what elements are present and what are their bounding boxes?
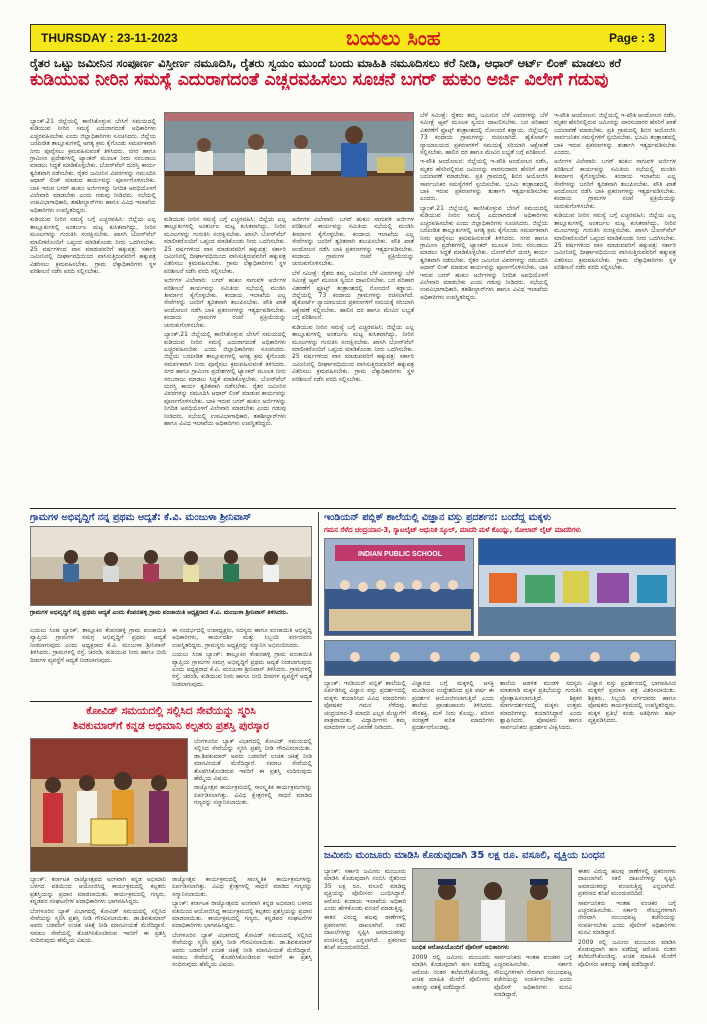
story3-column-3: ರಾಜ್ಯೋತ್ಸವ ಕಾರ್ಯಕ್ರಮದಲ್ಲಿ ಸಾಂಸ್ಕೃತಿಕ ಕಾರ್ಯಕ್ರಮಗಳನ್ನು ಏರ್ಪಡಿಸಲಾಗಿತ್ತು. ವಿವಿಧ ಕ್ಷೇತ್ರಗಳಲ್ಲಿ ಸಾಧನೆ ಮಾಡಿದ ಗಣ್ಯರನ್ನು ಸನ್ಮಾನಿಸಲಾಯಿತು. ಬ್ಯಾಂಕ್: ಕರ್ನಾಟಕ ರಾಜ್ಯೋತ್ಸವದ ಅಂಗವಾಗಿ ಕನ್ನಡ ಅಭಿಮಾನಿ ಬಳಗದ ವತಿಯಿಂದ ಆಯೋಜಿಸಿದ್ದ ಕಾರ್ಯಕ್ರಮದಲ್ಲಿ ಕಲ್ಪತರು ಪ್ರಶಸ್ತಿಯನ್ನು ಪ್ರದಾನ ಮಾಡಲಾಯಿತು. ಕಾರ್ಯಕ್ರಮದಲ್ಲಿ ಗಣ್ಯರು, ಕನ್ನಡಪರ ಸಂಘಟನೆಗಳ ಪದಾಧಿಕಾರಿಗಳು ಭಾಗವಹಿಸಿದ್ದರು. ಬೆಂಗಳೂರಿನ ಬ್ಯಾಕ್ ವಿಭಾಗದಲ್ಲಿ ಕೋವಿಡ್ ಸಮಯದಲ್ಲಿ ಸಲ್ಲಿಸಿದ ಸೇವೆಯನ್ನು ಸ್ಮರಿಸಿ ಪ್ರಶಸ್ತಿ ನೀಡಿ ಗೌರವಿಸಲಾಯಿತು. ಡಾ.ಶಿವಕುಮಾರ್ ಅವರು ಬಡವರಿಗೆ ಉಚಿತ ಚಿಕಿತ್ಸೆ ನೀಡಿ ಮಾನವೀಯತೆ ಮೆರೆದಿದ್ದಾರೆ. ಸಮಾಜ ಸೇವೆಯಲ್ಲಿ ತೊಡಗಿಸಿಕೊಂಡಿರುವ ಇವರಿಗೆ ಈ ಪ್ರಶಸ್ತಿ ಸಂದಿರುವುದು ಹೆಮ್ಮೆಯ ವಿಷಯ. [172, 876, 312, 969]
story1-column-4: ಬೆಳೆ ಸಮೀಕ್ಷೆ: ರೈತರು ತಮ್ಮ ಜಮೀನಿನ ಬೆಳೆ ವಿವರಗಳನ್ನು ಬೆಳೆ ಸಮೀಕ್ಷೆ ಆ್ಯಪ್ ಮೂಲಕ ಸ್ವಯಂ ದಾಖಲಿಸಬೇಕು. ಬರ ಪರಿಹಾರ ವಿತರಣೆಗೆ ಫ್ರೂಟ್ಸ್ ತಂತ್ರಾಂಶದಲ್ಲಿ ನೋಂದಣಿ ಕಡ್ಡಾಯ. ಜಿಲ್ಲೆಯಲ್ಲಿ 73 ಕಂದಾಯ ಗ್ರಾಮಗಳನ್ನು ರಚಿಸಲಾಗಿದೆ. ಹೈಕೋರ್ಟ್ ನ್ಯಾಯಾಲಯದ ಪ್ರಕರಣಗಳಿಗೆ ಸಮಯಕ್ಕೆ ಸರಿಯಾಗಿ ಆಕ್ಷೇಪಣೆ ಸಲ್ಲಿಸಬೇಕು. ಹಾಲಿನ ದರ ಹಾಗೂ ಮೇವಿನ ಲಭ್ಯತೆ ಬಗ್ಗೆ ಪರಿಶೀಲನೆ. ಇ-ಪೌತಿ ಆಂದೋಲನ: ಜಿಲ್ಲೆಯಲ್ಲಿ ಇ-ಪೌತಿ ಆಂದೋಲನ ನಡೆಸಿ, ಮೃತರ ಹೆಸರಿನಲ್ಲಿರುವ ಜಮೀನನ್ನು ವಾರಸುದಾರರ ಹೆಸರಿಗೆ ಖಾತೆ ಬದಲಾವಣೆ ಮಾಡಬೇಕು. ಪ್ರತಿ ಗ್ರಾಮದಲ್ಲಿ ಶಿಬಿರ ಆಯೋಜಿಸಿ ಸಾರ್ವಜನಿಕರ ಸಮಸ್ಯೆಗಳಿಗೆ ಸ್ಪಂದಿಸಬೇಕು. ಭೂಮಿ ತಂತ್ರಾಂಶದಲ್ಲಿ ಬಾಕಿ ಇರುವ ಪ್ರಕರಣಗಳನ್ನು ತುರ್ತಾಗಿ ಇತ್ಯರ್ಥಪಡಿಸಬೇಕು ಎಂದರು. ಬ್ಯಾಂಕ್.21 ಜಿಲ್ಲೆಯಲ್ಲಿ ಕಾಣಿಸಿಕೊಳ್ಳುವ ಬೇಸಿಗೆ ಸಮಯದಲ್ಲಿ ಕುಡಿಯುವ ನೀರಿನ ಸಮಸ್ಯೆ ಎದುರಾಗದಂತೆ ಅಧಿಕಾರಿಗಳು ಎಚ್ಚರವಹಿಸಬೇಕು ಎಂದು ಜಿಲ್ಲಾಧಿಕಾರಿಗಳು ಸೂಚಿಸಿದರು. ಜಿಲ್ಲೆಯ ಬರಪೀಡಿತ ತಾಲ್ಲೂಕುಗಳಲ್ಲಿ ಅಗತ್ಯ ಕ್ರಮ ಕೈಗೊಂಡು ಸಮರ್ಪಕವಾಗಿ ನೀರು ಪೂರೈಸಲು ಕ್ರಮವಹಿಸುವಂತೆ ತಿಳಿಸಿದರು. ನಗರ ಹಾಗೂ ಗ್ರಾಮೀಣ ಪ್ರದೇಶಗಳಲ್ಲಿ ಟ್ಯಾಂಕರ್ ಮೂಲಕ ನೀರು ಸರಬರಾಜು ಮಾಡಲು ಸಿದ್ಧತೆ ಮಾಡಿಕೊಳ್ಳಬೇಕು. ಬೋರ್‌ವೆಲ್ ದುರಸ್ತಿ ಕಾರ್ಯ ತ್ವರಿತವಾಗಿ ನಡೆಸಬೇಕು. ರೈತರ ಜಮೀನಿನ ವಿವರಗಳನ್ನು ನಮೂದಿಸಿ ಆಧಾರ್ ಲಿಂಕ್ ಮಾಡುವ ಕಾರ್ಯವನ್ನು ಪೂರ್ಣಗೊಳಿಸಬೇಕು. ಬಾಕಿ ಇರುವ ಬಗರ್ ಹುಕುಂ ಅರ್ಜಿಗಳನ್ನು ನಿಗದಿತ ಅವಧಿಯೊಳಗೆ ವಿಲೇವಾರಿ ಮಾಡಬೇಕು ಎಂದು ಗಡುವು ನೀಡಿದರು. ಸಭೆಯಲ್ಲಿ ಉಪವಿಭಾಗಾಧಿಕಾರಿ, ತಹಶೀಲ್ದಾರ್‌ಗಳು ಹಾಗೂ ವಿವಿಧ ಇಲಾಖೆಯ ಅಧಿಕಾರಿಗಳು ಉಪಸ್ಥಿತರಿದ್ದರು. [420, 112, 548, 301]
school-banner-text: INDIAN PUBLIC SCHOOL [358, 551, 442, 558]
story1-column-3: ಅರ್ಜಿಗಳ ವಿಲೇವಾರಿ: ಬಗರ್ ಹುಕುಂ ಸಾಗುವಳಿ ಅರ್ಜಿಗಳ ಪರಿಶೀಲನೆ ಕಾರ್ಯವನ್ನು ಸಮಿತಿಯ ಸಭೆಯಲ್ಲಿ ಮಂಡಿಸಿ ತೀರ್ಮಾನ ಕೈಗೊಳ್ಳಬೇಕು. ಕಂದಾಯ ಇಲಾಖೆಯ ಎಲ್ಲ ಸೇವೆಗಳನ್ನು ಜನರಿಗೆ ತ್ವರಿತವಾಗಿ ತಲುಪಿಸಬೇಕು. ಪೌತಿ ಖಾತೆ ಆಂದೋಲನ ನಡೆಸಿ ಬಾಕಿ ಪ್ರಕರಣಗಳನ್ನು ಇತ್ಯರ್ಥಪಡಿಸಬೇಕು. ಕಂದಾಯ ಗ್ರಾಮಗಳ ರಚನೆ ಪ್ರಕ್ರಿಯೆಯನ್ನು ಚುರುಕುಗೊಳಿಸಬೇಕು. ಬೆಳೆ ಸಮೀಕ್ಷೆ: ರೈತರು ತಮ್ಮ ಜಮೀನಿನ ಬೆಳೆ ವಿವರಗಳನ್ನು ಬೆಳೆ ಸಮೀಕ್ಷೆ ಆ್ಯಪ್ ಮೂಲಕ ಸ್ವಯಂ ದಾಖಲಿಸಬೇಕು. ಬರ ಪರಿಹಾರ ವಿತರಣೆಗೆ ಫ್ರೂಟ್ಸ್ ತಂತ್ರಾಂಶದಲ್ಲಿ ನೋಂದಣಿ ಕಡ್ಡಾಯ. ಜಿಲ್ಲೆಯಲ್ಲಿ 73 ಕಂದಾಯ ಗ್ರಾಮಗಳನ್ನು ರಚಿಸಲಾಗಿದೆ. ಹೈಕೋರ್ಟ್ ನ್ಯಾಯಾಲಯದ ಪ್ರಕರಣಗಳಿಗೆ ಸಮಯಕ್ಕೆ ಸರಿಯಾಗಿ ಆಕ್ಷೇಪಣೆ ಸಲ್ಲಿಸಬೇಕು. ಹಾಲಿನ ದರ ಹಾಗೂ ಮೇವಿನ ಲಭ್ಯತೆ ಬಗ್ಗೆ ಪರಿಶೀಲನೆ. ಕುಡಿಯುವ ನೀರಿನ ಸಮಸ್ಯೆ ಬಗ್ಗೆ ಎಚ್ಚರವಹಿಸಿ: ಜಿಲ್ಲೆಯ ಎಲ್ಲ ತಾಲ್ಲೂಕುಗಳಲ್ಲಿ ಅಂತರ್ಜಲ ಮಟ್ಟ ಕುಸಿತವಾಗಿದ್ದು, ನೀರಿನ ಮೂಲಗಳನ್ನು ಗುರುತಿಸಿ ಸಂರಕ್ಷಿಸಬೇಕು. ಖಾಸಗಿ ಬೋರ್‌ವೆಲ್ ಮಾಲೀಕರೊಂದಿಗೆ ಒಪ್ಪಂದ ಮಾಡಿಕೊಂಡು ನೀರು ಒದಗಿಸಬೇಕು. 25 ವರ್ಷಗಳಿಂದ ವಾಸ ಮಾಡುವವರಿಗೆ ಹಕ್ಕುಪತ್ರ: ಸರ್ಕಾರಿ ಜಮೀನಿನಲ್ಲಿ ದೀರ್ಘಾವಧಿಯಿಂದ ವಾಸಿಸುತ್ತಿರುವವರಿಗೆ ಹಕ್ಕುಪತ್ರ ವಿತರಿಸಲು ಕ್ರಮವಹಿಸಬೇಕು. ಗ್ರಾಮ ಲೆಕ್ಕಾಧಿಕಾರಿಗಳು ಸ್ಥಳ ಪರಿಶೀಲನೆ ನಡೆಸಿ ವರದಿ ಸಲ್ಲಿಸಬೇಕು. [292, 216, 414, 383]
section-divider [30, 508, 676, 509]
story1-column-5: ಇ-ಪೌತಿ ಆಂದೋಲನ: ಜಿಲ್ಲೆಯಲ್ಲಿ ಇ-ಪೌತಿ ಆಂದೋಲನ ನಡೆಸಿ, ಮೃತರ ಹೆಸರಿನಲ್ಲಿರುವ ಜಮೀನನ್ನು ವಾರಸುದಾರರ ಹೆಸರಿಗೆ ಖಾತೆ ಬದಲಾವಣೆ ಮಾಡಬೇಕು. ಪ್ರತಿ ಗ್ರಾಮದಲ್ಲಿ ಶಿಬಿರ ಆಯೋಜಿಸಿ ಸಾರ್ವಜನಿಕರ ಸಮಸ್ಯೆಗಳಿಗೆ ಸ್ಪಂದಿಸಬೇಕು. ಭೂಮಿ ತಂತ್ರಾಂಶದಲ್ಲಿ ಬಾಕಿ ಇರುವ ಪ್ರಕರಣಗಳನ್ನು ತುರ್ತಾಗಿ ಇತ್ಯರ್ಥಪಡಿಸಬೇಕು ಎಂದರು. ಅರ್ಜಿಗಳ ವಿಲೇವಾರಿ: ಬಗರ್ ಹುಕುಂ ಸಾಗುವಳಿ ಅರ್ಜಿಗಳ ಪರಿಶೀಲನೆ ಕಾರ್ಯವನ್ನು ಸಮಿತಿಯ ಸಭೆಯಲ್ಲಿ ಮಂಡಿಸಿ ತೀರ್ಮಾನ ಕೈಗೊಳ್ಳಬೇಕು. ಕಂದಾಯ ಇಲಾಖೆಯ ಎಲ್ಲ ಸೇವೆಗಳನ್ನು ಜನರಿಗೆ ತ್ವರಿತವಾಗಿ ತಲುಪಿಸಬೇಕು. ಪೌತಿ ಖಾತೆ ಆಂದೋಲನ ನಡೆಸಿ ಬಾಕಿ ಪ್ರಕರಣಗಳನ್ನು ಇತ್ಯರ್ಥಪಡಿಸಬೇಕು. ಕಂದಾಯ ಗ್ರಾಮಗಳ ರಚನೆ ಪ್ರಕ್ರಿಯೆಯನ್ನು ಚುರುಕುಗೊಳಿಸಬೇಕು. ಕುಡಿಯುವ ನೀರಿನ ಸಮಸ್ಯೆ ಬಗ್ಗೆ ಎಚ್ಚರವಹಿಸಿ: ಜಿಲ್ಲೆಯ ಎಲ್ಲ ತಾಲ್ಲೂಕುಗಳಲ್ಲಿ ಅಂತರ್ಜಲ ಮಟ್ಟ ಕುಸಿತವಾಗಿದ್ದು, ನೀರಿನ ಮೂಲಗಳನ್ನು ಗುರುತಿಸಿ ಸಂರಕ್ಷಿಸಬೇಕು. ಖಾಸಗಿ ಬೋರ್‌ವೆಲ್ ಮಾಲೀಕರೊಂದಿಗೆ ಒಪ್ಪಂದ ಮಾಡಿಕೊಂಡು ನೀರು ಒದಗಿಸಬೇಕು. 25 ವರ್ಷಗಳಿಂದ ವಾಸ ಮಾಡುವವರಿಗೆ ಹಕ್ಕುಪತ್ರ: ಸರ್ಕಾರಿ ಜಮೀನಿನಲ್ಲಿ ದೀರ್ಘಾವಧಿಯಿಂದ ವಾಸಿಸುತ್ತಿರುವವರಿಗೆ ಹಕ್ಕುಪತ್ರ ವಿತರಿಸಲು ಕ್ರಮವಹಿಸಬೇಕು. ಗ್ರಾಮ ಲೆಕ್ಕಾಧಿಕಾರಿಗಳು ಸ್ಥಳ ಪರಿಶೀಲನೆ ನಡೆಸಿ ವರದಿ ಸಲ್ಲಿಸಬೇಕು. [554, 112, 676, 272]
story4-column-1: ಬ್ಯಾಂಕ್: ಇಂಡಿಯನ್ ಪಬ್ಲಿಕ್ ಶಾಲೆಯಲ್ಲಿ ಏರ್ಪಡಿಸಿದ್ದ ವಿಜ್ಞಾನ ವಸ್ತು ಪ್ರದರ್ಶನದಲ್ಲಿ ಮಕ್ಕಳು ತಯಾರಿಸಿದ ವಿವಿಧ ಮಾದರಿಗಳು ಪೋಷಕರ ಗಮನ ಸೆಳೆದವು. ಚಂದ್ರಯಾನ-3 ಮಾದರಿ ಎಲ್ಲರ ಮೆಚ್ಚುಗೆಗೆ ಪಾತ್ರವಾಯಿತು. ವಿದ್ಯಾರ್ಥಿಗಳು ತಮ್ಮ ಮಾದರಿಗಳ ಬಗ್ಗೆ ವಿವರಣೆ ನೀಡಿದರು. [324, 680, 406, 732]
story2-caption: ಗ್ರಾಮಗಳ ಅಭಿವೃದ್ಧಿಗೆ ನನ್ನ ಪ್ರಥಮ ಆದ್ಯತೆ ಎಂದು ಕೆಂಪನಹಳ್ಳಿ ಗ್ರಾಮ ಪಂಚಾಯಿತಿ ಅಧ್ಯಕ್ಷರಾದ ಕೆ.ವಿ. ಮಂಜುಳಾ ಶ್ರೀನಿವಾಸ್ ತಿಳಿಸಿದರು. [30, 609, 289, 616]
story5-column-1: ಬ್ಯಾಂಕ್: ಸರ್ಕಾರಿ ಜಮೀನು ಮಂಜೂರು ಮಾಡಿಸಿ ಕೊಡುವುದಾಗಿ ನಂಬಿಸಿ ರೈತರಿಂದ 35 ಲಕ್ಷ ರೂ. ವಸೂಲಿ ಮಾಡಿದ್ದ ವ್ಯಕ್ತಿಯನ್ನು ಪೊಲೀಸರು ಬಂಧಿಸಿದ್ದಾರೆ. ಆರೋಪಿ ಕಂದಾಯ ಇಲಾಖೆಯ ಅಧಿಕಾರಿ ಎಂದು ಹೇಳಿಕೊಂಡು ವಂಚನೆ ಮಾಡುತ್ತಿದ್ದ. ಈತನ ವಿರುದ್ಧ ಹಲವು ಠಾಣೆಗಳಲ್ಲಿ ಪ್ರಕರಣಗಳು ದಾಖಲಾಗಿವೆ. ನಕಲಿ ದಾಖಲೆಗಳನ್ನು ಸೃಷ್ಟಿಸಿ ಅಮಾಯಕರನ್ನು ವಂಚಿಸುತ್ತಿದ್ದ ಎನ್ನಲಾಗಿದೆ. ಪ್ರಕರಣದ ತನಿಖೆ ಮುಂದುವರಿದಿದೆ. [324, 868, 406, 952]
story4-column-3: ಶಾಲೆಯ ಆಡಳಿತ ಮಂಡಳಿ ಸದಸ್ಯರು ಮಾತನಾಡಿ ಮಕ್ಕಳ ಪ್ರತಿಭೆಯನ್ನು ಗುರುತಿಸಿ ಪ್ರೋತ್ಸಾಹಿಸಲಾಗುತ್ತಿದೆ. ಶಿಕ್ಷಕರ ಮಾರ್ಗದರ್ಶನದಲ್ಲಿ ಮಕ್ಕಳು ಉತ್ತಮ ಮಾದರಿಗಳನ್ನು ತಯಾರಿಸಿದ್ದಾರೆ ಎಂದು ಶ್ಲಾಘಿಸಿದರು. ಪೋಷಕರು ಹಾಗೂ ಸಾರ್ವಜನಿಕರು ಪ್ರದರ್ಶನ ವೀಕ್ಷಿಸಿದರು. [500, 680, 582, 732]
newspaper-title: ಬಯಲು ಸಿಂಹ [346, 26, 441, 50]
story3-headline-line1: ಕೋವಿಡ್ ಸಮಯದಲ್ಲಿ ಸಲ್ಲಿಸಿದ ಸೇವೆಯನ್ನು ಸ್ಮರಿಸಿ [86, 705, 256, 717]
story1-headline: ಕುಡಿಯುವ ನೀರಿನ ಸಮಸ್ಯೆ ಎದುರಾಗದಂತೆ ಎಚ್ಚರವಹಿಸಲು ಸೂಚನೆ ಬಗರ್ ಹುಕುಂ ಅರ್ಜಿ ವಿಲೇಗೆ ಗಡುವು [30, 70, 609, 90]
story4-divider [324, 846, 676, 847]
story5-headline: ಜಮೀನು ಮಂಜೂರು ಮಾಡಿಸಿ ಕೊಡುವುದಾಗಿ 35 ಲಕ್ಷ ರೂ. ವಸೂಲಿ, ವ್ಯಕ್ತಿಯ ಬಂಧನ [324, 850, 605, 861]
story2-divider [30, 701, 312, 702]
story4-exhibit-photo [478, 538, 676, 636]
story4-headline: ಇಂಡಿಯನ್ ಪಬ್ಲಿಕ್ ಶಾಲೆಯಲ್ಲಿ ವಿಜ್ಞಾನ ವಸ್ತು ಪ್ರದರ್ಶನ: ಬಂದೆದ್ದ ಮಕ್ಕಳು [324, 512, 552, 523]
story1-kicker: ರೈತರ ಒಟ್ಟು ಜಮೀನಿನ ಸಂಪೂರ್ಣ ವಿಸ್ತೀರ್ಣ ನಮೂದಿಸಿ, ರೈತರು ಸ್ವಯಂ ಮುಂದೆ ಬಂದು ಮಾಹಿತಿ ನಮೂದಿಸಲು ಕರೆ ನೀಡಿ, ಆಧಾರ್ ಆರ್ಟ್ ಲಿಂಕ್ ಮಾಡಲು ಕರೆ [30, 56, 621, 70]
story4-school-photo [324, 538, 474, 636]
story1-column-2: ಕುಡಿಯುವ ನೀರಿನ ಸಮಸ್ಯೆ ಬಗ್ಗೆ ಎಚ್ಚರವಹಿಸಿ: ಜಿಲ್ಲೆಯ ಎಲ್ಲ ತಾಲ್ಲೂಕುಗಳಲ್ಲಿ ಅಂತರ್ಜಲ ಮಟ್ಟ ಕುಸಿತವಾಗಿದ್ದು, ನೀರಿನ ಮೂಲಗಳನ್ನು ಗುರುತಿಸಿ ಸಂರಕ್ಷಿಸಬೇಕು. ಖಾಸಗಿ ಬೋರ್‌ವೆಲ್ ಮಾಲೀಕರೊಂದಿಗೆ ಒಪ್ಪಂದ ಮಾಡಿಕೊಂಡು ನೀರು ಒದಗಿಸಬೇಕು. 25 ವರ್ಷಗಳಿಂದ ವಾಸ ಮಾಡುವವರಿಗೆ ಹಕ್ಕುಪತ್ರ: ಸರ್ಕಾರಿ ಜಮೀನಿನಲ್ಲಿ ದೀರ್ಘಾವಧಿಯಿಂದ ವಾಸಿಸುತ್ತಿರುವವರಿಗೆ ಹಕ್ಕುಪತ್ರ ವಿತರಿಸಲು ಕ್ರಮವಹಿಸಬೇಕು. ಗ್ರಾಮ ಲೆಕ್ಕಾಧಿಕಾರಿಗಳು ಸ್ಥಳ ಪರಿಶೀಲನೆ ನಡೆಸಿ ವರದಿ ಸಲ್ಲಿಸಬೇಕು. ಅರ್ಜಿಗಳ ವಿಲೇವಾರಿ: ಬಗರ್ ಹುಕುಂ ಸಾಗುವಳಿ ಅರ್ಜಿಗಳ ಪರಿಶೀಲನೆ ಕಾರ್ಯವನ್ನು ಸಮಿತಿಯ ಸಭೆಯಲ್ಲಿ ಮಂಡಿಸಿ ತೀರ್ಮಾನ ಕೈಗೊಳ್ಳಬೇಕು. ಕಂದಾಯ ಇಲಾಖೆಯ ಎಲ್ಲ ಸೇವೆಗಳನ್ನು ಜನರಿಗೆ ತ್ವರಿತವಾಗಿ ತಲುಪಿಸಬೇಕು. ಪೌತಿ ಖಾತೆ ಆಂದೋಲನ ನಡೆಸಿ ಬಾಕಿ ಪ್ರಕರಣಗಳನ್ನು ಇತ್ಯರ್ಥಪಡಿಸಬೇಕು. ಕಂದಾಯ ಗ್ರಾಮಗಳ ರಚನೆ ಪ್ರಕ್ರಿಯೆಯನ್ನು ಚುರುಕುಗೊಳಿಸಬೇಕು. ಬ್ಯಾಂಕ್.21 ಜಿಲ್ಲೆಯಲ್ಲಿ ಕಾಣಿಸಿಕೊಳ್ಳುವ ಬೇಸಿಗೆ ಸಮಯದಲ್ಲಿ ಕುಡಿಯುವ ನೀರಿನ ಸಮಸ್ಯೆ ಎದುರಾಗದಂತೆ ಅಧಿಕಾರಿಗಳು ಎಚ್ಚರವಹಿಸಬೇಕು ಎಂದು ಜಿಲ್ಲಾಧಿಕಾರಿಗಳು ಸೂಚಿಸಿದರು. ಜಿಲ್ಲೆಯ ಬರಪೀಡಿತ ತಾಲ್ಲೂಕುಗಳಲ್ಲಿ ಅಗತ್ಯ ಕ್ರಮ ಕೈಗೊಂಡು ಸಮರ್ಪಕವಾಗಿ ನೀರು ಪೂರೈಸಲು ಕ್ರಮವಹಿಸುವಂತೆ ತಿಳಿಸಿದರು. ನಗರ ಹಾಗೂ ಗ್ರಾಮೀಣ ಪ್ರದೇಶಗಳಲ್ಲಿ ಟ್ಯಾಂಕರ್ ಮೂಲಕ ನೀರು ಸರಬರಾಜು ಮಾಡಲು ಸಿದ್ಧತೆ ಮಾಡಿಕೊಳ್ಳಬೇಕು. ಬೋರ್‌ವೆಲ್ ದುರಸ್ತಿ ಕಾರ್ಯ ತ್ವರಿತವಾಗಿ ನಡೆಸಬೇಕು. ರೈತರ ಜಮೀನಿನ ವಿವರಗಳನ್ನು ನಮೂದಿಸಿ ಆಧಾರ್ ಲಿಂಕ್ ಮಾಡುವ ಕಾರ್ಯವನ್ನು ಪೂರ್ಣಗೊಳಿಸಬೇಕು. ಬಾಕಿ ಇರುವ ಬಗರ್ ಹುಕುಂ ಅರ್ಜಿಗಳನ್ನು ನಿಗದಿತ ಅವಧಿಯೊಳಗೆ ವಿಲೇವಾರಿ ಮಾಡಬೇಕು ಎಂದು ಗಡುವು ನೀಡಿದರು. ಸಭೆಯಲ್ಲಿ ಉಪವಿಭಾಗಾಧಿಕಾರಿ, ತಹಶೀಲ್ದಾರ್‌ಗಳು ಹಾಗೂ ವಿವಿಧ ಇಲಾಖೆಯ ಅಧಿಕಾರಿಗಳು ಉಪಸ್ಥಿತರಿದ್ದರು. [164, 216, 286, 427]
story2-column-1: ಬಯಲು ಸಿಂಹ ಬ್ಯಾಂಕ್: ತಾಲ್ಲೂಕಿನ ಕೆಂಪನಹಳ್ಳಿ ಗ್ರಾಮ ಪಂಚಾಯಿತಿ ವ್ಯಾಪ್ತಿಯ ಗ್ರಾಮಗಳ ಸಮಗ್ರ ಅಭಿವೃದ್ಧಿಗೆ ಪ್ರಥಮ ಆದ್ಯತೆ ನೀಡಲಾಗುವುದು ಎಂದು ಅಧ್ಯಕ್ಷರಾದ ಕೆ.ವಿ. ಮಂಜುಳಾ ಶ್ರೀನಿವಾಸ್ ತಿಳಿಸಿದರು. ಗ್ರಾಮಗಳಲ್ಲಿ ರಸ್ತೆ, ಚರಂಡಿ, ಕುಡಿಯುವ ನೀರು ಹಾಗೂ ಬೀದಿ ದೀಪಗಳ ವ್ಯವಸ್ಥೆಗೆ ಆದ್ಯತೆ ನೀಡಲಾಗುವುದು. [30, 627, 166, 664]
story3-award-photo [30, 738, 188, 872]
story2-column-2: ಈ ಸಂದರ್ಭದಲ್ಲಿ ಉಪಾಧ್ಯಕ್ಷರು, ಸದಸ್ಯರು ಹಾಗೂ ಪಂಚಾಯಿತಿ ಅಭಿವೃದ್ಧಿ ಅಧಿಕಾರಿಗಳು, ಕಾರ್ಯದರ್ಶಿ ಮತ್ತು ಸಿಬ್ಬಂದಿ ವರ್ಗದವರು ಉಪಸ್ಥಿತರಿದ್ದರು. ಗ್ರಾಮಸ್ಥರು ಅಧ್ಯಕ್ಷರನ್ನು ಸನ್ಮಾನಿಸಿ ಅಭಿನಂದಿಸಿದರು. ಬಯಲು ಸಿಂಹ ಬ್ಯಾಂಕ್: ತಾಲ್ಲೂಕಿನ ಕೆಂಪನಹಳ್ಳಿ ಗ್ರಾಮ ಪಂಚಾಯಿತಿ ವ್ಯಾಪ್ತಿಯ ಗ್ರಾಮಗಳ ಸಮಗ್ರ ಅಭಿವೃದ್ಧಿಗೆ ಪ್ರಥಮ ಆದ್ಯತೆ ನೀಡಲಾಗುವುದು ಎಂದು ಅಧ್ಯಕ್ಷರಾದ ಕೆ.ವಿ. ಮಂಜುಳಾ ಶ್ರೀನಿವಾಸ್ ತಿಳಿಸಿದರು. ಗ್ರಾಮಗಳಲ್ಲಿ ರಸ್ತೆ, ಚರಂಡಿ, ಕುಡಿಯುವ ನೀರು ಹಾಗೂ ಬೀದಿ ದೀಪಗಳ ವ್ಯವಸ್ಥೆಗೆ ಆದ್ಯತೆ ನೀಡಲಾಗುವುದು. [172, 627, 312, 688]
story3-headline-line2: ಶಿವಕುಮಾರ್‌ಗೆ ಕನ್ನಡ ಅಭಿಮಾನಿ ಕಲ್ಪತರು ಪ್ರಶಸ್ತಿ ಪುರಸ್ಕಾರ [73, 720, 269, 732]
story4-students-photo [324, 640, 676, 676]
story5-caption: ಬಂಧಿತ ಆರೋಪಿಯೊಂದಿಗೆ ಪೊಲೀಸ್ ಅಧಿಕಾರಿಗಳು [412, 944, 510, 951]
story3-column-2: ಬ್ಯಾಂಕ್: ಕರ್ನಾಟಕ ರಾಜ್ಯೋತ್ಸವದ ಅಂಗವಾಗಿ ಕನ್ನಡ ಅಭಿಮಾನಿ ಬಳಗದ ವತಿಯಿಂದ ಆಯೋಜಿಸಿದ್ದ ಕಾರ್ಯಕ್ರಮದಲ್ಲಿ ಕಲ್ಪತರು ಪ್ರಶಸ್ತಿಯನ್ನು ಪ್ರದಾನ ಮಾಡಲಾಯಿತು. ಕಾರ್ಯಕ್ರಮದಲ್ಲಿ ಗಣ್ಯರು, ಕನ್ನಡಪರ ಸಂಘಟನೆಗಳ ಪದಾಧಿಕಾರಿಗಳು ಭಾಗವಹಿಸಿದ್ದರು. ಬೆಂಗಳೂರಿನ ಬ್ಯಾಕ್ ವಿಭಾಗದಲ್ಲಿ ಕೋವಿಡ್ ಸಮಯದಲ್ಲಿ ಸಲ್ಲಿಸಿದ ಸೇವೆಯನ್ನು ಸ್ಮರಿಸಿ ಪ್ರಶಸ್ತಿ ನೀಡಿ ಗೌರವಿಸಲಾಯಿತು. ಡಾ.ಶಿವಕುಮಾರ್ ಅವರು ಬಡವರಿಗೆ ಉಚಿತ ಚಿಕಿತ್ಸೆ ನೀಡಿ ಮಾನವೀಯತೆ ಮೆರೆದಿದ್ದಾರೆ. ಸಮಾಜ ಸೇವೆಯಲ್ಲಿ ತೊಡಗಿಸಿಕೊಂಡಿರುವ ಇವರಿಗೆ ಈ ಪ್ರಶಸ್ತಿ ಸಂದಿರುವುದು ಹೆಮ್ಮೆಯ ವಿಷಯ. [30, 876, 166, 945]
story1-meeting-photo [164, 112, 414, 212]
story4-subhead: ಗಮನ ಸೆಳೆದ ಚಂದ್ರಯಾನ-3, ಸ್ಯಾಟಲೈಟ್ ಆಧುನಿಕ ಸ್ಕೂಲ್, ಮಾದರಿ ಮಳೆ ಕೊಯ್ಲು, ಸೋಲಾರ್ ಲೈಟ್ ಮಾದರಿಗಳು [324, 526, 582, 534]
story3-column-1: ಬೆಂಗಳೂರಿನ ಬ್ಯಾಕ್ ವಿಭಾಗದಲ್ಲಿ ಕೋವಿಡ್ ಸಮಯದಲ್ಲಿ ಸಲ್ಲಿಸಿದ ಸೇವೆಯನ್ನು ಸ್ಮರಿಸಿ ಪ್ರಶಸ್ತಿ ನೀಡಿ ಗೌರವಿಸಲಾಯಿತು. ಡಾ.ಶಿವಕುಮಾರ್ ಅವರು ಬಡವರಿಗೆ ಉಚಿತ ಚಿಕಿತ್ಸೆ ನೀಡಿ ಮಾನವೀಯತೆ ಮೆರೆದಿದ್ದಾರೆ. ಸಮಾಜ ಸೇವೆಯಲ್ಲಿ ತೊಡಗಿಸಿಕೊಂಡಿರುವ ಇವರಿಗೆ ಈ ಪ್ರಶಸ್ತಿ ಸಂದಿರುವುದು ಹೆಮ್ಮೆಯ ವಿಷಯ. ರಾಜ್ಯೋತ್ಸವ ಕಾರ್ಯಕ್ರಮದಲ್ಲಿ ಸಾಂಸ್ಕೃತಿಕ ಕಾರ್ಯಕ್ರಮಗಳನ್ನು ಏರ್ಪಡಿಸಲಾಗಿತ್ತು. ವಿವಿಧ ಕ್ಷೇತ್ರಗಳಲ್ಲಿ ಸಾಧನೆ ಮಾಡಿದ ಗಣ್ಯರನ್ನು ಸನ್ಮಾನಿಸಲಾಯಿತು. [194, 738, 312, 807]
masthead-bar [30, 24, 666, 52]
story4-column-2: ವಿಜ್ಞಾನದ ಬಗ್ಗೆ ಮಕ್ಕಳಲ್ಲಿ ಆಸಕ್ತಿ ಮೂಡಿಸುವ ಉದ್ದೇಶದಿಂದ ಪ್ರತಿ ವರ್ಷ ಈ ಪ್ರದರ್ಶನ ಆಯೋಜಿಸಲಾಗುತ್ತಿದೆ ಎಂದು ಶಾಲೆಯ ಪ್ರಾಂಶುಪಾಲರು ತಿಳಿಸಿದರು. ಸೌರಶಕ್ತಿ, ಮಳೆ ನೀರು ಕೊಯ್ಲು, ಪರಿಸರ ಸಂರಕ್ಷಣೆ ಕುರಿತ ಮಾದರಿಗಳು ಪ್ರದರ್ಶನಗೊಂಡವು. [412, 680, 494, 732]
newspaper-page [10, 10, 697, 1014]
story2-photo [30, 526, 312, 606]
story1-column-1: ಬ್ಯಾಂಕ್.21 ಜಿಲ್ಲೆಯಲ್ಲಿ ಕಾಣಿಸಿಕೊಳ್ಳುವ ಬೇಸಿಗೆ ಸಮಯದಲ್ಲಿ ಕುಡಿಯುವ ನೀರಿನ ಸಮಸ್ಯೆ ಎದುರಾಗದಂತೆ ಅಧಿಕಾರಿಗಳು ಎಚ್ಚರವಹಿಸಬೇಕು ಎಂದು ಜಿಲ್ಲಾಧಿಕಾರಿಗಳು ಸೂಚಿಸಿದರು. ಜಿಲ್ಲೆಯ ಬರಪೀಡಿತ ತಾಲ್ಲೂಕುಗಳಲ್ಲಿ ಅಗತ್ಯ ಕ್ರಮ ಕೈಗೊಂಡು ಸಮರ್ಪಕವಾಗಿ ನೀರು ಪೂರೈಸಲು ಕ್ರಮವಹಿಸುವಂತೆ ತಿಳಿಸಿದರು. ನಗರ ಹಾಗೂ ಗ್ರಾಮೀಣ ಪ್ರದೇಶಗಳಲ್ಲಿ ಟ್ಯಾಂಕರ್ ಮೂಲಕ ನೀರು ಸರಬರಾಜು ಮಾಡಲು ಸಿದ್ಧತೆ ಮಾಡಿಕೊಳ್ಳಬೇಕು. ಬೋರ್‌ವೆಲ್ ದುರಸ್ತಿ ಕಾರ್ಯ ತ್ವರಿತವಾಗಿ ನಡೆಸಬೇಕು. ರೈತರ ಜಮೀನಿನ ವಿವರಗಳನ್ನು ನಮೂದಿಸಿ ಆಧಾರ್ ಲಿಂಕ್ ಮಾಡುವ ಕಾರ್ಯವನ್ನು ಪೂರ್ಣಗೊಳಿಸಬೇಕು. ಬಾಕಿ ಇರುವ ಬಗರ್ ಹುಕುಂ ಅರ್ಜಿಗಳನ್ನು ನಿಗದಿತ ಅವಧಿಯೊಳಗೆ ವಿಲೇವಾರಿ ಮಾಡಬೇಕು ಎಂದು ಗಡುವು ನೀಡಿದರು. ಸಭೆಯಲ್ಲಿ ಉಪವಿಭಾಗಾಧಿಕಾರಿ, ತಹಶೀಲ್ದಾರ್‌ಗಳು ಹಾಗೂ ವಿವಿಧ ಇಲಾಖೆಯ ಅಧಿಕಾರಿಗಳು ಉಪಸ್ಥಿತರಿದ್ದರು. ಕುಡಿಯುವ ನೀರಿನ ಸಮಸ್ಯೆ ಬಗ್ಗೆ ಎಚ್ಚರವಹಿಸಿ: ಜಿಲ್ಲೆಯ ಎಲ್ಲ ತಾಲ್ಲೂಕುಗಳಲ್ಲಿ ಅಂತರ್ಜಲ ಮಟ್ಟ ಕುಸಿತವಾಗಿದ್ದು, ನೀರಿನ ಮೂಲಗಳನ್ನು ಗುರುತಿಸಿ ಸಂರಕ್ಷಿಸಬೇಕು. ಖಾಸಗಿ ಬೋರ್‌ವೆಲ್ ಮಾಲೀಕರೊಂದಿಗೆ ಒಪ್ಪಂದ ಮಾಡಿಕೊಂಡು ನೀರು ಒದಗಿಸಬೇಕು. 25 ವರ್ಷಗಳಿಂದ ವಾಸ ಮಾಡುವವರಿಗೆ ಹಕ್ಕುಪತ್ರ: ಸರ್ಕಾರಿ ಜಮೀನಿನಲ್ಲಿ ದೀರ್ಘಾವಧಿಯಿಂದ ವಾಸಿಸುತ್ತಿರುವವರಿಗೆ ಹಕ್ಕುಪತ್ರ ವಿತರಿಸಲು ಕ್ರಮವಹಿಸಬೇಕು. ಗ್ರಾಮ ಲೆಕ್ಕಾಧಿಕಾರಿಗಳು ಸ್ಥಳ ಪರಿಶೀಲನೆ ನಡೆಸಿ ವರದಿ ಸಲ್ಲಿಸಬೇಕು. [30, 118, 156, 276]
story2-headline: ಗ್ರಾಮಗಳ ಅಭಿವೃದ್ಧಿಗೆ ನನ್ನ ಪ್ರಥಮ ಆದ್ಯತೆ: ಕೆ.ವಿ. ಮಂಜುಳಾ ಶ್ರೀನಿವಾಸ್ [30, 512, 252, 523]
story5-column-2: 2009 ರಲ್ಲಿ ಜಮೀನು ಮಂಜೂರು ಮಾಡಿಸಿ ಕೊಡುವುದಾಗಿ ಹಣ ಪಡೆದಿದ್ದ ಆರೋಪಿ ನಂತರ ತಲೆಮರೆಸಿಕೊಂಡಿದ್ದ. ಖಚಿತ ಮಾಹಿತಿ ಮೇರೆಗೆ ಪೊಲೀಸರು ಆತನನ್ನು ವಶಕ್ಕೆ ಪಡೆದಿದ್ದಾರೆ. [412, 954, 490, 991]
column-divider [318, 512, 319, 1010]
issue-date: THURSDAY : 23-11-2023 [41, 31, 178, 45]
page-number: Page : 3 [608, 31, 655, 45]
story5-arrest-photo [412, 868, 572, 942]
story5-column-4: ಈತನ ವಿರುದ್ಧ ಹಲವು ಠಾಣೆಗಳಲ್ಲಿ ಪ್ರಕರಣಗಳು ದಾಖಲಾಗಿವೆ. ನಕಲಿ ದಾಖಲೆಗಳನ್ನು ಸೃಷ್ಟಿಸಿ ಅಮಾಯಕರನ್ನು ವಂಚಿಸುತ್ತಿದ್ದ ಎನ್ನಲಾಗಿದೆ. ಪ್ರಕರಣದ ತನಿಖೆ ಮುಂದುವರಿದಿದೆ. ಸಾರ್ವಜನಿಕರು ಇಂತಹ ವಂಚಕರ ಬಗ್ಗೆ ಎಚ್ಚರವಹಿಸಬೇಕು. ಸರ್ಕಾರಿ ಸೌಲಭ್ಯಗಳಿಗಾಗಿ ನೇರವಾಗಿ ಸಂಬಂಧಪಟ್ಟ ಕಚೇರಿಯನ್ನು ಸಂಪರ್ಕಿಸಬೇಕು ಎಂದು ಪೊಲೀಸ್ ಅಧಿಕಾರಿಗಳು ಮನವಿ ಮಾಡಿದ್ದಾರೆ. 2009 ರಲ್ಲಿ ಜಮೀನು ಮಂಜೂರು ಮಾಡಿಸಿ ಕೊಡುವುದಾಗಿ ಹಣ ಪಡೆದಿದ್ದ ಆರೋಪಿ ನಂತರ ತಲೆಮರೆಸಿಕೊಂಡಿದ್ದ. ಖಚಿತ ಮಾಹಿತಿ ಮೇರೆಗೆ ಪೊಲೀಸರು ಆತನನ್ನು ವಶಕ್ಕೆ ಪಡೆದಿದ್ದಾರೆ. [578, 868, 676, 968]
story5-column-3: ಸಾರ್ವಜನಿಕರು ಇಂತಹ ವಂಚಕರ ಬಗ್ಗೆ ಎಚ್ಚರವಹಿಸಬೇಕು. ಸರ್ಕಾರಿ ಸೌಲಭ್ಯಗಳಿಗಾಗಿ ನೇರವಾಗಿ ಸಂಬಂಧಪಟ್ಟ ಕಚೇರಿಯನ್ನು ಸಂಪರ್ಕಿಸಬೇಕು ಎಂದು ಪೊಲೀಸ್ ಅಧಿಕಾರಿಗಳು ಮನವಿ ಮಾಡಿದ್ದಾರೆ. [494, 954, 572, 999]
story4-column-5: ವಿಜ್ಞಾನ ವಸ್ತು ಪ್ರದರ್ಶನದಲ್ಲಿ ಭಾಗವಹಿಸಿದ ಮಕ್ಕಳಿಗೆ ಪ್ರಮಾಣ ಪತ್ರ ವಿತರಿಸಲಾಯಿತು. ಶಿಕ್ಷಕರು, ಸಿಬ್ಬಂದಿ ವರ್ಗದವರು ಹಾಗೂ ಪೋಷಕರು ಕಾರ್ಯಕ್ರಮದಲ್ಲಿ ಉಪಸ್ಥಿತರಿದ್ದರು. ಮಕ್ಕಳ ಪ್ರತಿಭೆ ಕಂಡು ಅತಿಥಿಗಳು ಹರ್ಷ ವ್ಯಕ್ತಪಡಿಸಿದರು. [588, 680, 676, 725]
